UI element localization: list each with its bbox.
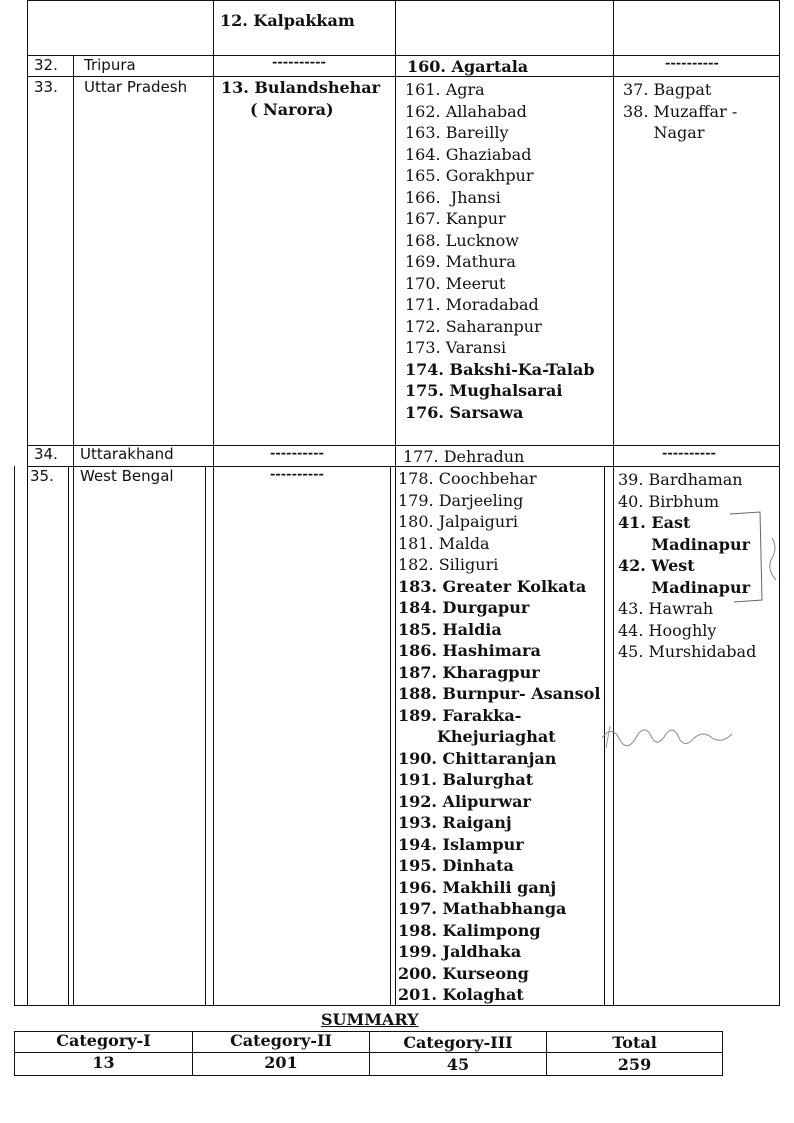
up-cat3-list — [623, 79, 737, 144]
list-item: 190. Chittaranjan — [398, 748, 557, 768]
table-border-right — [779, 0, 780, 1005]
list-item: 192. Alipurwar — [398, 791, 531, 811]
list-item: 186. Hashimara — [398, 641, 541, 660]
list-item: 37. Bagpat — [623, 80, 712, 99]
list-item: 176. Sarsawa — [405, 402, 524, 422]
dehradun-cell: 177. Dehradun — [403, 447, 525, 466]
kalpakkam-cell: 12. Kalpakkam — [220, 11, 355, 30]
list-item: 179. Darjeeling — [398, 490, 524, 510]
sno-35: 35. — [30, 467, 54, 485]
up-cat2-list — [405, 79, 595, 423]
col-sep-state — [213, 0, 214, 1005]
state-west-bengal: West Bengal — [80, 467, 174, 485]
summary-value-total: 259 — [617, 1055, 652, 1074]
list-item: 40. Birbhum — [618, 491, 720, 511]
summary-header-total: Total — [612, 1033, 657, 1052]
list-item: 164. Ghaziabad — [405, 144, 532, 164]
list-item: 166. Jhansi — [405, 187, 501, 207]
wb-cat2-list — [398, 468, 600, 1006]
list-item: Madinapur — [618, 534, 751, 554]
list-item: 196. Makhili ganj — [398, 877, 557, 897]
handwritten-signature-mark — [596, 718, 766, 758]
list-item: 42. West — [618, 556, 695, 575]
row-line-bottom — [14, 1005, 780, 1006]
col-sep-cat1 — [395, 0, 396, 1005]
state-tripura: Tripura — [84, 56, 136, 74]
col-sep-state-lower — [205, 466, 206, 1005]
col-sep-cat1-lower — [390, 466, 391, 1005]
sno-34: 34. — [34, 445, 58, 463]
list-item: 188. Burnpur- Asansol — [398, 684, 601, 703]
list-item: Nagar — [623, 123, 705, 142]
list-item: 199. Jaldhaka — [398, 942, 522, 961]
list-item: 182. Siliguri — [398, 555, 499, 574]
list-item: 45. Murshidabad — [618, 642, 757, 661]
list-item: 185. Haldia — [398, 619, 502, 639]
summary-title: SUMMARY — [321, 1010, 419, 1029]
list-item: 191. Balurghat — [398, 770, 534, 789]
list-item: 174. Bakshi-Ka-Talab — [405, 359, 595, 379]
summary-header-cat1: Category-I — [56, 1031, 151, 1050]
summary-value-cat3: 45 — [446, 1055, 470, 1074]
uttarakhand-cat1-dash: ---------- — [270, 446, 324, 461]
list-item: 43. Hawrah — [618, 599, 714, 618]
list-item: 194. Islampur — [398, 834, 524, 854]
agartala-cell: 160. Agartala — [407, 57, 529, 76]
list-item: 175. Mughalsarai — [405, 381, 563, 400]
list-item: 178. Coochbehar — [398, 469, 537, 488]
list-item: 41. East — [618, 513, 691, 532]
list-item: 161. Agra — [405, 80, 485, 99]
list-item: 167. Kanpur — [405, 209, 506, 228]
list-item: 195. Dinhata — [398, 856, 514, 875]
summary-header-cat3: Category-III — [403, 1033, 513, 1052]
list-item: 171. Moradabad — [405, 295, 539, 314]
state-uttarakhand: Uttarakhand — [80, 445, 174, 463]
list-item: 193. Raiganj — [398, 813, 512, 832]
list-item: 189. Farakka- — [398, 705, 522, 725]
list-item: 184. Durgapur — [398, 598, 530, 617]
sno-33: 33. — [34, 78, 58, 96]
narora-cell: ( Narora) — [250, 100, 334, 119]
row-line-top — [27, 0, 780, 1]
table-border-left — [27, 0, 28, 1005]
summary-col-4 — [722, 1031, 723, 1076]
list-item: 200. Kurseong — [398, 963, 529, 983]
summary-value-cat1: 13 — [92, 1053, 115, 1072]
list-item: 181. Malda — [398, 533, 490, 553]
col-sep-cat2 — [613, 0, 614, 1005]
handwritten-bracket-mark — [728, 508, 788, 608]
bulandshehar-cell: 13. Bulandshehar — [221, 78, 381, 97]
list-item: 44. Hooghly — [618, 620, 717, 640]
list-item: Madinapur — [618, 577, 751, 597]
list-item: 187. Kharagpur — [398, 662, 540, 682]
list-item: 180. Jalpaiguri — [398, 512, 518, 531]
list-item: 38. Muzaffar - — [623, 101, 738, 121]
list-item: 198. Kalimpong — [398, 920, 541, 940]
list-item: 169. Mathura — [405, 252, 516, 271]
col-sep-sno-lower — [68, 466, 69, 1005]
list-item: Khejuriaghat — [398, 727, 556, 746]
state-uttar-pradesh: Uttar Pradesh — [84, 78, 188, 96]
list-item: 162. Allahabad — [405, 101, 527, 121]
list-item: 197. Mathabhanga — [398, 899, 567, 918]
list-item: 39. Bardhaman — [618, 470, 743, 489]
tripura-cat1-dash: ---------- — [272, 55, 326, 70]
list-item: 173. Varansi — [405, 338, 507, 357]
wb-cat1-dash: ---------- — [270, 467, 324, 482]
col-sep-sno — [73, 55, 74, 1005]
list-item: 172. Saharanpur — [405, 316, 542, 336]
table-border-left-lower — [14, 466, 15, 1005]
list-item: 170. Meerut — [405, 273, 506, 293]
list-item: 168. Lucknow — [405, 230, 519, 250]
list-item: 201. Kolaghat — [398, 985, 524, 1004]
tripura-cat3-dash: ---------- — [665, 56, 719, 71]
list-item: 163. Bareilly — [405, 123, 509, 142]
list-item: 183. Greater Kolkata — [398, 576, 587, 596]
sno-32: 32. — [34, 56, 58, 74]
uttarakhand-cat3-dash: ---------- — [662, 446, 716, 461]
summary-header-cat2: Category-II — [230, 1031, 332, 1050]
list-item: 165. Gorakhpur — [405, 166, 534, 185]
summary-value-cat2: 201 — [264, 1053, 298, 1072]
